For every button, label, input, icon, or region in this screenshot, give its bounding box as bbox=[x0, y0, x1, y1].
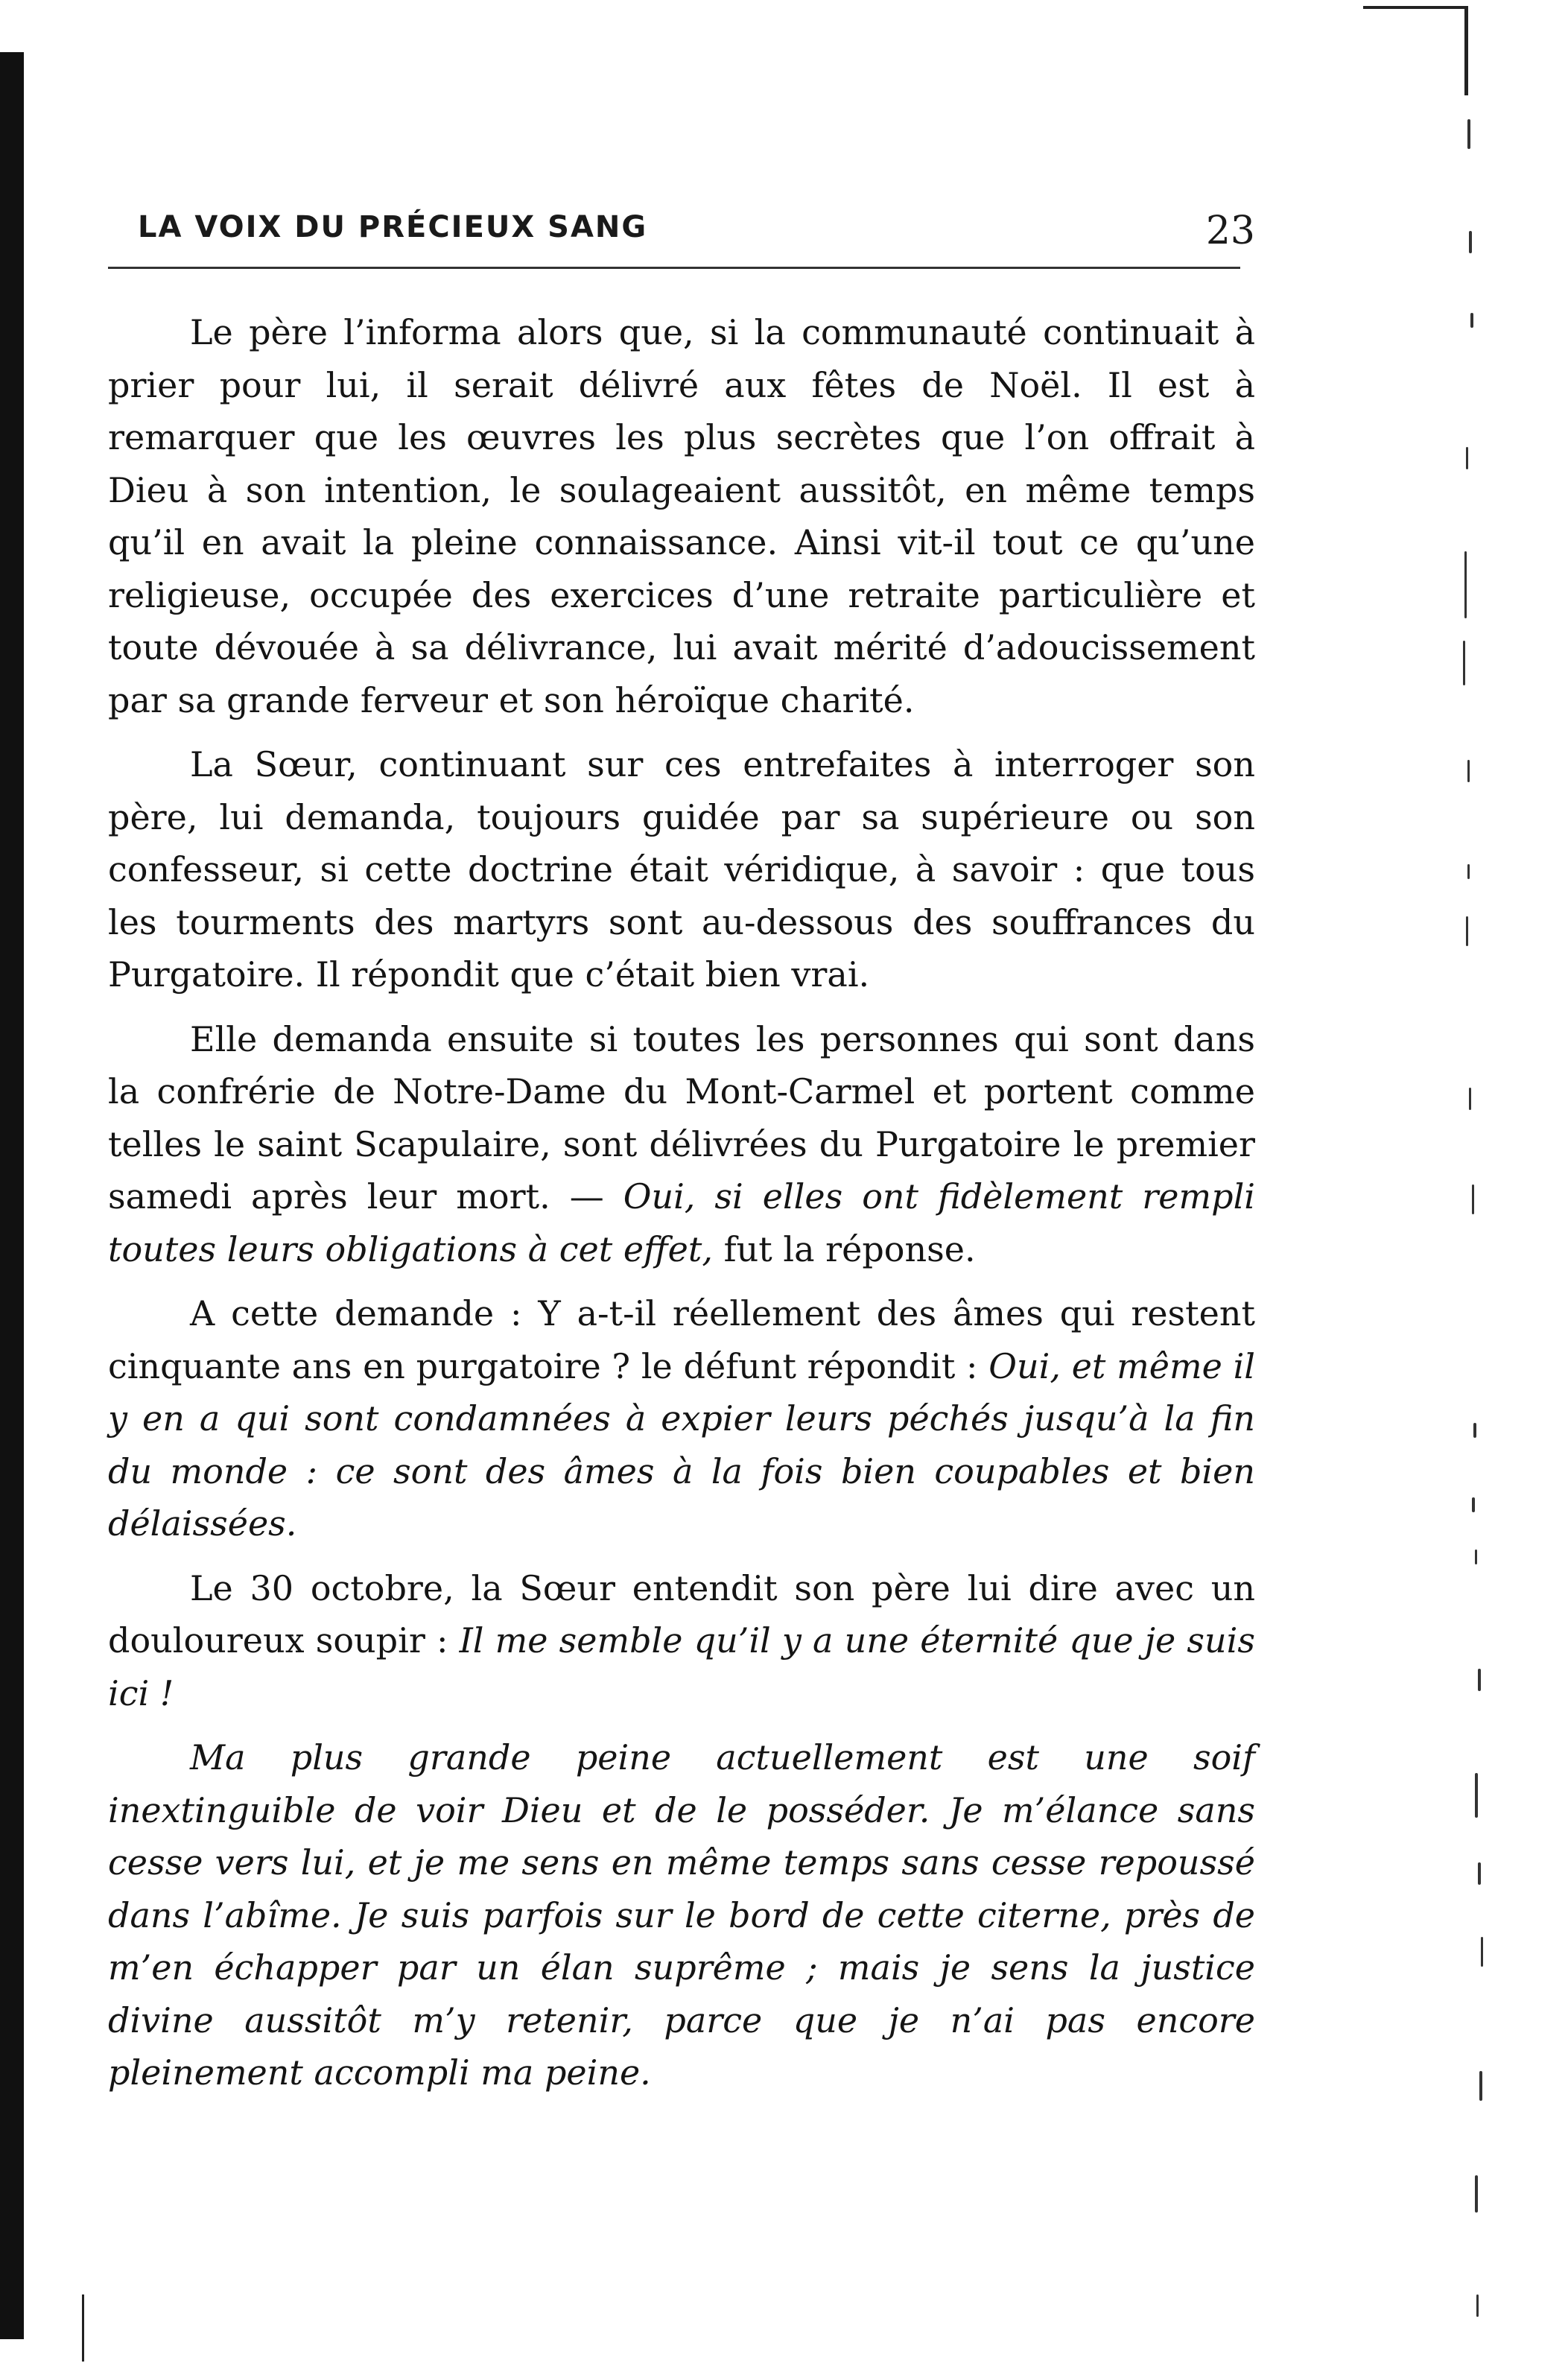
running-title: LA VOIX DU PRÉCIEUX SANG bbox=[138, 210, 648, 244]
paragraph-4-italic: Oui, et même il y en a qui sont condamnées à expier leurs péchés jusqu’à la fin du monde : ce sont des âmes à la fois bien coupables et bien délaissées. bbox=[108, 1345, 1255, 1544]
paragraph-5-lead: Le 30 octobre, la Sœur entendit son père lui dire avec un douloureux soupir : bbox=[108, 1567, 1255, 1661]
binding-edge bbox=[0, 52, 24, 2339]
corner-rule-vertical bbox=[1464, 6, 1468, 95]
paragraph-1-text: Le père l’informa alors que, si la communauté continuait à prier pour lui, il serait délivré aux fêtes de Noël. Il est à remarquer que les œuvres les plus secrètes que l’on offrait à Dieu à son intention, le soulageaient aussitôt, en même temps qu’il en avait la pleine connaissance. Ainsi vit-il tout ce qu’une religieuse, occupée des exercices d’une retraite particulière et toute dévouée à sa délivrance, lui avait mérité d’adoucissement par sa grande ferveur et son héroïque charité. bbox=[108, 312, 1255, 720]
paragraph-5 bbox=[108, 1562, 1255, 1720]
paragraph-3 bbox=[108, 1013, 1255, 1276]
corner-rule bbox=[1363, 6, 1467, 9]
paragraph-6-italic: Ma plus grande peine actuellement est une soif inextinguible de voir Dieu et de le posséder. Je m’élance sans cesse vers lui, et je me sens en même temps sans cesse repoussé dans l’abîme. Je suis parfois sur le bord de cette citerne, près de m’en échapper par un élan suprême ; mais je sens la justice divine aussitôt m’y retenir, parce que je n’ai pas encore pleinement accompli ma peine. bbox=[108, 1737, 1255, 2093]
paragraph-3-tail: fut la réponse. bbox=[713, 1228, 976, 1269]
paragraph-3-italic: Oui, si elles ont fidèlement rempli toutes leurs obligations à cet effet, bbox=[108, 1176, 1255, 1269]
header-rule bbox=[108, 267, 1240, 269]
paragraph-5-italic: Il me semble qu’il y a une éternité que je suis ici ! bbox=[108, 1620, 1255, 1713]
margin-specks bbox=[1453, 89, 1505, 2362]
paragraph-6 bbox=[108, 1731, 1255, 2099]
paragraph-3-lead: Elle demanda ensuite si toutes les personnes qui sont dans la confrérie de Notre-Dame du Mont-Carmel et portent comme telles le saint Scapulaire, sont délivrées du Purgatoire le premier samedi après leur mort. — bbox=[108, 1018, 1255, 1217]
paragraph-4 bbox=[108, 1287, 1255, 1550]
book-page bbox=[108, 201, 1255, 2111]
paragraph-4-lead: A cette demande : Y a-t-il réellement des âmes qui restent cinquante ans en purgatoire ? le défunt répondit : bbox=[108, 1293, 1255, 1386]
running-head bbox=[108, 201, 1255, 261]
page-number: 23 bbox=[1205, 209, 1255, 253]
paragraph-1 bbox=[108, 306, 1255, 726]
paragraph-2 bbox=[108, 738, 1255, 1001]
paragraph-2-text: La Sœur, continuant sur ces entrefaites à interroger son père, lui demanda, toujours guidée par sa supérieure ou son confesseur, si cette doctrine était véridique, à savoir : que tous les tourments des martyrs sont au-dessous des souffrances du Purgatoire. Il répondit que c’était bien vrai. bbox=[108, 744, 1255, 995]
binding-edge-thin bbox=[82, 2294, 84, 2362]
